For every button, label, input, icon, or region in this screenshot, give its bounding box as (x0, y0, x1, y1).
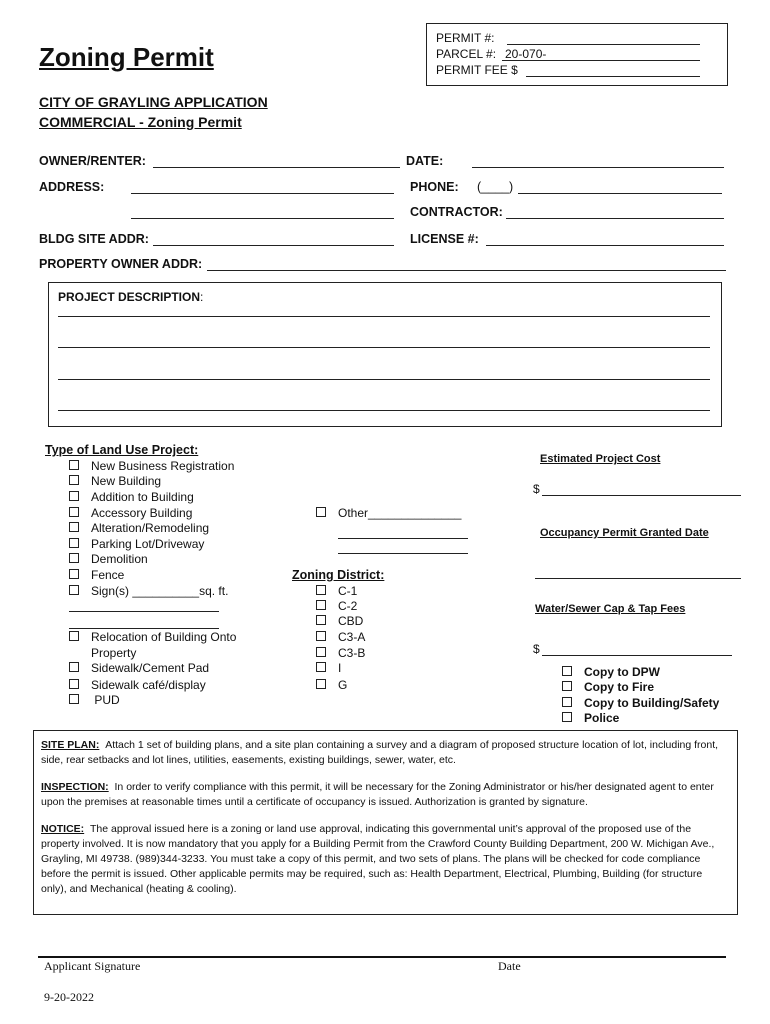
checkbox[interactable] (69, 553, 79, 563)
permit-number-label: PERMIT #: (436, 31, 495, 45)
land-use-blank-1[interactable] (69, 611, 219, 612)
land-use-sidewalk-cafe[interactable]: Sidewalk café/display (69, 678, 206, 692)
land-use-demolition[interactable]: Demolition (69, 552, 148, 566)
copy-police[interactable]: Police (562, 711, 619, 725)
cost-dollar-sign: $ (533, 482, 540, 496)
land-use-sidewalk[interactable]: Sidewalk/Cement Pad (69, 661, 209, 675)
project-line-1[interactable] (58, 316, 710, 317)
project-description-label: PROJECT DESCRIPTION: (58, 290, 204, 304)
land-use-signs[interactable]: Sign(s) __________sq. ft. (69, 584, 228, 598)
contractor-label: CONTRACTOR: (410, 205, 503, 219)
land-use-new-building[interactable]: New Building (69, 474, 161, 488)
address-label: ADDRESS: (39, 180, 105, 194)
occupancy-date-field[interactable] (535, 578, 741, 579)
permit-fee-field[interactable] (526, 76, 700, 77)
project-line-2[interactable] (58, 347, 710, 348)
checkbox[interactable] (316, 585, 326, 595)
zoning-c1[interactable]: C-1 (316, 584, 357, 598)
land-use-parking[interactable]: Parking Lot/Driveway (69, 537, 204, 551)
land-use-relocation[interactable]: Relocation of Building Onto (69, 630, 236, 644)
copy-building-safety[interactable]: Copy to Building/Safety (562, 696, 719, 710)
land-use-heading: Type of Land Use Project: (45, 443, 199, 457)
license-field[interactable] (486, 245, 724, 246)
land-use-pud[interactable]: PUD (69, 693, 120, 707)
property-owner-label: PROPERTY OWNER ADDR: (39, 257, 203, 271)
checkbox[interactable] (69, 507, 79, 517)
checkbox[interactable] (316, 615, 326, 625)
application-type: COMMERCIAL - Zoning Permit (39, 114, 242, 130)
land-use-blank-2[interactable] (69, 628, 219, 629)
checkbox[interactable] (69, 522, 79, 532)
other-blank-1[interactable] (338, 538, 468, 539)
copy-fire[interactable]: Copy to Fire (562, 680, 654, 694)
checkbox[interactable] (69, 585, 79, 595)
parcel-number-value: 20-070- (505, 47, 547, 61)
phone-area-code: (____) (477, 180, 514, 194)
land-use-accessory[interactable]: Accessory Building (69, 506, 192, 520)
parcel-number-label: PARCEL #: (436, 47, 497, 61)
parcel-number-field[interactable] (502, 60, 700, 61)
applicant-signature-label: Applicant Signature (44, 959, 141, 973)
project-description-box (48, 282, 722, 427)
checkbox[interactable] (316, 507, 326, 517)
signature-date-label: Date (498, 959, 521, 973)
address-field-1[interactable] (131, 193, 394, 194)
land-use-new-business[interactable]: New Business Registration (69, 459, 234, 473)
zoning-g[interactable]: G (316, 678, 347, 692)
permit-info-box (426, 23, 728, 86)
checkbox[interactable] (562, 666, 572, 676)
site-plan-paragraph: SITE PLAN: Attach 1 set of building plans, and a site plan containing a survey and a diagram of proposed structure location of lot, including front, side, rear setbacks and lot lines, utilities, easements, existing buildings, sewer, water, etc. (41, 739, 719, 766)
phone-label: PHONE: (410, 180, 459, 194)
checkbox[interactable] (69, 538, 79, 548)
zoning-i[interactable]: I (316, 661, 341, 675)
contractor-field[interactable] (506, 218, 724, 219)
estimated-cost-label: Estimated Project Cost (540, 453, 661, 465)
checkbox[interactable] (316, 600, 326, 610)
checkbox[interactable] (69, 679, 79, 689)
date-label: DATE: (406, 154, 444, 168)
project-line-3[interactable] (58, 379, 710, 380)
other-blank-2[interactable] (338, 553, 468, 554)
zoning-district-heading: Zoning District: (292, 568, 385, 582)
bldg-site-field[interactable] (153, 245, 394, 246)
checkbox[interactable] (69, 569, 79, 579)
page-title: Zoning Permit (39, 42, 214, 72)
checkbox[interactable] (316, 647, 326, 657)
estimated-cost-field[interactable] (542, 495, 741, 496)
date-field[interactable] (472, 167, 724, 168)
checkbox[interactable] (69, 491, 79, 501)
notice-box (33, 730, 738, 915)
land-use-relocation-cont: Property (91, 646, 137, 660)
checkbox[interactable] (562, 712, 572, 722)
address-field-2[interactable] (131, 218, 394, 219)
checkbox[interactable] (69, 460, 79, 470)
water-dollar-sign: $ (533, 642, 540, 656)
checkbox[interactable] (69, 694, 79, 704)
revision-date: 9-20-2022 (44, 990, 94, 1004)
water-sewer-label: Water/Sewer Cap & Tap Fees (535, 603, 686, 615)
land-use-alteration[interactable]: Alteration/Remodeling (69, 521, 209, 535)
signature-line[interactable] (38, 956, 726, 958)
property-owner-field[interactable] (207, 270, 726, 271)
copy-dpw[interactable]: Copy to DPW (562, 665, 660, 679)
checkbox[interactable] (562, 681, 572, 691)
zoning-c3b[interactable]: C3-B (316, 646, 365, 660)
checkbox[interactable] (316, 679, 326, 689)
permit-fee-label: PERMIT FEE $ (436, 63, 518, 77)
permit-number-field[interactable] (507, 44, 700, 45)
checkbox[interactable] (69, 475, 79, 485)
checkbox[interactable] (316, 631, 326, 641)
checkbox[interactable] (562, 697, 572, 707)
notice-paragraph: NOTICE: The approval issued here is a zoning or land use approval, indicating this governmental unit’s approval of the proposed use of the property involved. It is now mandatory that you apply for a Building Permit from the Crawford County Building Department, 200 W. Michigan Ave., Grayling, MI 49738. (989)344-3233. You must take a copy of this permit, and two sets of plans. The plans will be checked for code compliance before the permit is issued. Other applicable permits may be required, such as: Health Department, Electrical, Plumbing, Building (for structure only), and Mechanical (heating & cooling). (41, 823, 715, 895)
zoning-c2[interactable]: C-2 (316, 599, 357, 613)
project-line-4[interactable] (58, 410, 710, 411)
checkbox[interactable] (69, 662, 79, 672)
water-sewer-field[interactable] (542, 655, 732, 656)
occupancy-date-label: Occupancy Permit Granted Date (540, 527, 709, 539)
zoning-c3a[interactable]: C3-A (316, 630, 365, 644)
zoning-cbd[interactable]: CBD (316, 614, 363, 628)
application-city: CITY OF GRAYLING APPLICATION (39, 94, 268, 110)
land-use-other[interactable]: Other______________ (316, 506, 461, 520)
checkbox[interactable] (69, 631, 79, 641)
land-use-addition[interactable]: Addition to Building (69, 490, 194, 504)
phone-field[interactable] (518, 193, 722, 194)
inspection-paragraph: INSPECTION: In order to verify compliance with this permit, it will be necessary for the Zoning Administrator or his/her designated agent to enter upon the premises at reasonable times until a certificate of occupancy is issued. Authorization is granted by signature. (41, 781, 714, 808)
land-use-fence[interactable]: Fence (69, 568, 124, 582)
license-label: LICENSE #: (410, 232, 479, 246)
owner-field[interactable] (153, 167, 400, 168)
owner-label: OWNER/RENTER: (39, 154, 146, 168)
checkbox[interactable] (316, 662, 326, 672)
bldg-site-label: BLDG SITE ADDR: (39, 232, 149, 246)
